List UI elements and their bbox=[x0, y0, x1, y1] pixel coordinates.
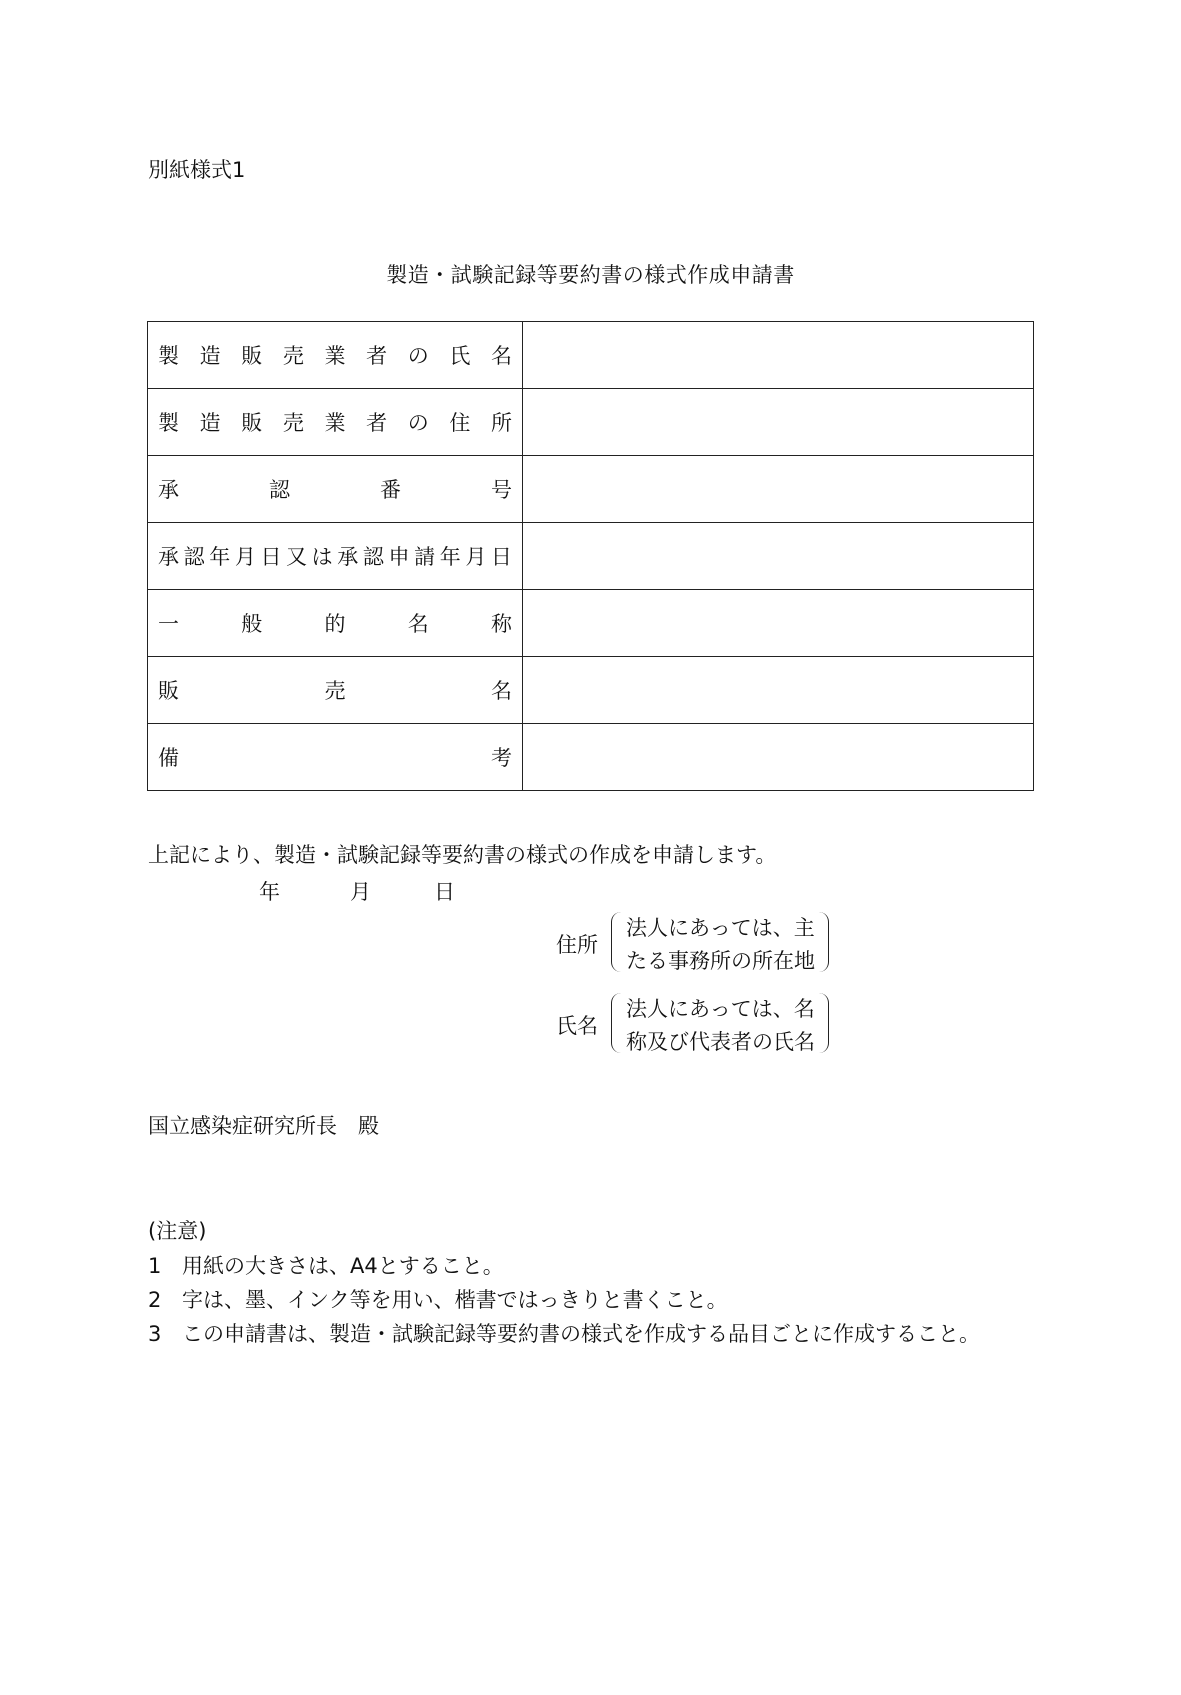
note-number: 1 bbox=[148, 1254, 162, 1278]
field-label-char: 年 bbox=[209, 545, 231, 569]
field-label-char: 承 bbox=[158, 478, 179, 502]
field-label-char: の bbox=[407, 344, 429, 368]
field-label-char: 承 bbox=[337, 545, 359, 569]
field-label-char: 的 bbox=[324, 612, 346, 636]
note-text: この申請書は、製造・試験記録等要約書の様式を作成する品目ごとに作成すること。 bbox=[182, 1322, 980, 1346]
field-value-cell[interactable] bbox=[523, 657, 1034, 724]
note-text: 用紙の大きさは、A4とすること。 bbox=[182, 1254, 504, 1278]
field-label-char: 販 bbox=[158, 679, 179, 703]
name-note-line2: 称及び代表者の氏名 bbox=[626, 1030, 815, 1054]
field-label-char: 認 bbox=[183, 545, 205, 569]
note-item bbox=[148, 1250, 504, 1280]
field-label-char: 名 bbox=[407, 612, 429, 636]
field-label-char: 般 bbox=[241, 612, 263, 636]
field-label-char: 一 bbox=[158, 612, 179, 636]
field-label bbox=[148, 523, 523, 590]
name-label: 氏名 bbox=[556, 1014, 598, 1038]
notes-heading: (注意) bbox=[148, 1219, 207, 1243]
field-label-char: 名 bbox=[491, 679, 512, 703]
table-row bbox=[148, 523, 1034, 590]
field-value-cell[interactable] bbox=[523, 456, 1034, 523]
field-label-char: 承 bbox=[158, 545, 179, 569]
field-label bbox=[148, 389, 523, 456]
address-label: 住所 bbox=[556, 933, 598, 957]
field-value-cell[interactable] bbox=[523, 724, 1034, 791]
note-item bbox=[148, 1318, 980, 1348]
field-label-char: 名 bbox=[491, 344, 512, 368]
field-label-char: 称 bbox=[491, 612, 512, 636]
field-label-char: 又 bbox=[286, 545, 308, 569]
field-label-char: 製 bbox=[158, 344, 179, 368]
table-row bbox=[148, 657, 1034, 724]
field-label-char: 氏 bbox=[449, 344, 471, 368]
field-label-char: 日 bbox=[260, 545, 282, 569]
date-year-label: 年 bbox=[259, 880, 280, 904]
field-label-char: 販 bbox=[241, 411, 263, 435]
field-label-char: 備 bbox=[158, 746, 179, 770]
field-label-char: 号 bbox=[491, 478, 512, 502]
form-number: 別紙様式1 bbox=[148, 158, 246, 182]
field-label-char: 造 bbox=[199, 411, 221, 435]
field-label bbox=[148, 456, 523, 523]
application-statement: 上記により、製造・試験記録等要約書の様式の作成を申請します。 bbox=[148, 843, 777, 867]
field-label-char: 業 bbox=[324, 344, 346, 368]
field-label-char: 販 bbox=[241, 344, 263, 368]
field-label bbox=[148, 657, 523, 724]
field-label-char: 者 bbox=[366, 344, 388, 368]
note-number: 2 bbox=[148, 1288, 162, 1312]
field-label-char: 認 bbox=[362, 545, 384, 569]
note-item bbox=[148, 1284, 728, 1314]
field-value-cell[interactable] bbox=[523, 389, 1034, 456]
field-label-char: 売 bbox=[282, 344, 304, 368]
field-label-char: 業 bbox=[324, 411, 346, 435]
field-label-char: 住 bbox=[449, 411, 471, 435]
table-row bbox=[148, 590, 1034, 657]
note-text: 字は、墨、インク等を用い、楷書ではっきりと書くこと。 bbox=[182, 1288, 728, 1312]
field-label-char: 者 bbox=[366, 411, 388, 435]
field-label-char: 認 bbox=[269, 478, 290, 502]
field-label bbox=[148, 322, 523, 389]
field-label-char: 月 bbox=[234, 545, 256, 569]
field-label bbox=[148, 724, 523, 791]
date-day-label: 日 bbox=[434, 880, 455, 904]
field-label-char: 申 bbox=[388, 545, 410, 569]
field-label-char: 造 bbox=[199, 344, 221, 368]
field-label-char: 所 bbox=[491, 411, 512, 435]
field-label-char: 売 bbox=[282, 411, 304, 435]
field-label bbox=[148, 590, 523, 657]
field-label-char: 月 bbox=[465, 545, 487, 569]
field-label-char: の bbox=[407, 411, 429, 435]
page-title: 製造・試験記録等要約書の様式作成申請書 bbox=[386, 263, 795, 287]
field-label-char: 請 bbox=[414, 545, 436, 569]
field-label-char: は bbox=[311, 545, 333, 569]
field-label-char: 売 bbox=[324, 679, 346, 703]
table-row bbox=[148, 456, 1034, 523]
address-note-line2: たる事務所の所在地 bbox=[626, 949, 815, 973]
field-value-cell[interactable] bbox=[523, 523, 1034, 590]
addressee: 国立感染症研究所長 殿 bbox=[148, 1114, 379, 1138]
table-row bbox=[148, 389, 1034, 456]
field-label-char: 日 bbox=[490, 545, 512, 569]
note-number: 3 bbox=[148, 1322, 162, 1346]
field-label-char: 製 bbox=[158, 411, 179, 435]
address-note-line1: 法人にあっては、主 bbox=[626, 916, 815, 940]
field-value-cell[interactable] bbox=[523, 322, 1034, 389]
field-label-char: 年 bbox=[439, 545, 461, 569]
field-label-char: 考 bbox=[491, 746, 512, 770]
field-label-char: 番 bbox=[380, 478, 401, 502]
date-month-label: 月 bbox=[350, 880, 371, 904]
application-table bbox=[147, 321, 1034, 791]
table-row bbox=[148, 322, 1034, 389]
table-row bbox=[148, 724, 1034, 791]
name-note-line1: 法人にあっては、名 bbox=[626, 997, 815, 1021]
field-value-cell[interactable] bbox=[523, 590, 1034, 657]
